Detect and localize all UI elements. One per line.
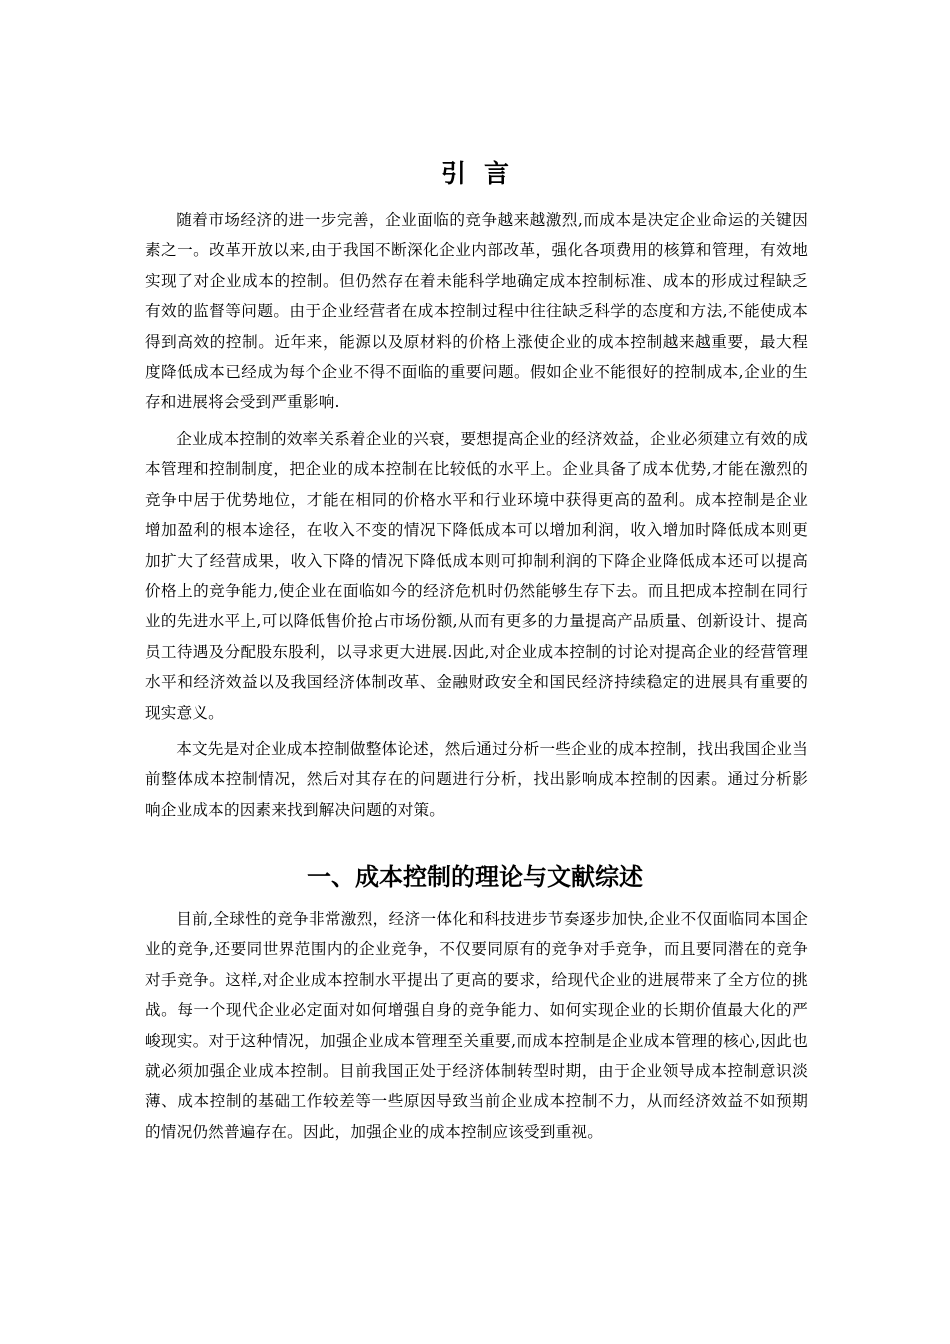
section-1-heading: 一、成本控制的理论与文献综述 xyxy=(307,863,643,891)
intro-paragraph-2: 企业成本控制的效率关系着企业的兴衰，要想提高企业的经济效益，企业必须建立有效的成本管理和控制制度，把企业的成本控制在比较低的水平上。企业具备了成本优势,才能在激烈的竞争中居于优势地位，才能在相同的价格水平和行业环境中获得更高的盈利。成本控制是企业增加盈利的根本途径，在收入不变的情况下降低成本可以增加利润，收入增加时降低成本则更加扩大了经营成果，收入下降的情况下降低成本则可抑制利润的下降企业降低成本还可以提高价格上的竞争能力,使企业在面临如今的经济危机时仍然能够生存下去。而且把成本控制在同行业的先进水平上,可以降低售价抢占市场份额,从而有更多的力量提高产品质量、创新设计、提高员工待遇及分配股东股利，以寻求更大进展.因此,对企业成本控制的讨论对提高企业的经营管理水平和经济效益以及我国经济体制改革、金融财政安全和国民经济持续稳定的进展具有重要的现实意义。 xyxy=(145,430,808,722)
intro-heading: 引言 xyxy=(440,159,527,188)
intro-paragraph-1: 随着市场经济的进一步完善，企业面临的竞争越来越激烈,而成本是决定企业命运的关键因素之一。改革开放以来,由于我国不断深化企业内部改革，强化各项费用的核算和管理，有效地实现了对企业成本的控制。但仍然存在着未能科学地确定成本控制标准、成本的形成过程缺乏有效的监督等问题。由于企业经营者在成本控制过程中往往缺乏科学的态度和方法,不能使成本得到高效的控制。近年来，能源以及原材料的价格上涨使企业的成本控制越来越重要，最大程度降低成本已经成为每个企业不得不面临的重要问题。假如企业不能很好的控制成本,企业的生存和进展将会受到严重影响. xyxy=(145,211,808,412)
section-1-paragraph-1: 目前,全球性的竞争非常激烈，经济一体化和科技进步节奏逐步加快,企业不仅面临同本国企业的竞争,还要同世界范围内的企业竞争，不仅要同原有的竞争对手竞争，而且要同潜在的竞争对手竞争。这样,对企业成本控制水平提出了更高的要求，给现代企业的进展带来了全方位的挑战。每一个现代企业必定面对如何增强自身的竞争能力、如何实现企业的长期价值最大化的严峻现实。对于这种情况，加强企业成本管理至关重要,而成本控制是企业成本管理的核心,因此也就必须加强企业成本控制。目前我国正处于经济体制转型时期，由于企业领导成本控制意识淡薄、成本控制的基础工作较差等一些原因导致当前企业成本控制不力，从而经济效益不如预期的情况仍然普遍存在。因此，加强企业的成本控制应该受到重视。 xyxy=(145,910,808,1141)
intro-paragraph-3: 本文先是对企业成本控制做整体论述，然后通过分析一些企业的成本控制，找出我国企业当前整体成本控制情况，然后对其存在的问题进行分析，找出影响成本控制的因素。通过分析影响企业成本的因素来找到解决问题的对策。 xyxy=(145,740,808,819)
